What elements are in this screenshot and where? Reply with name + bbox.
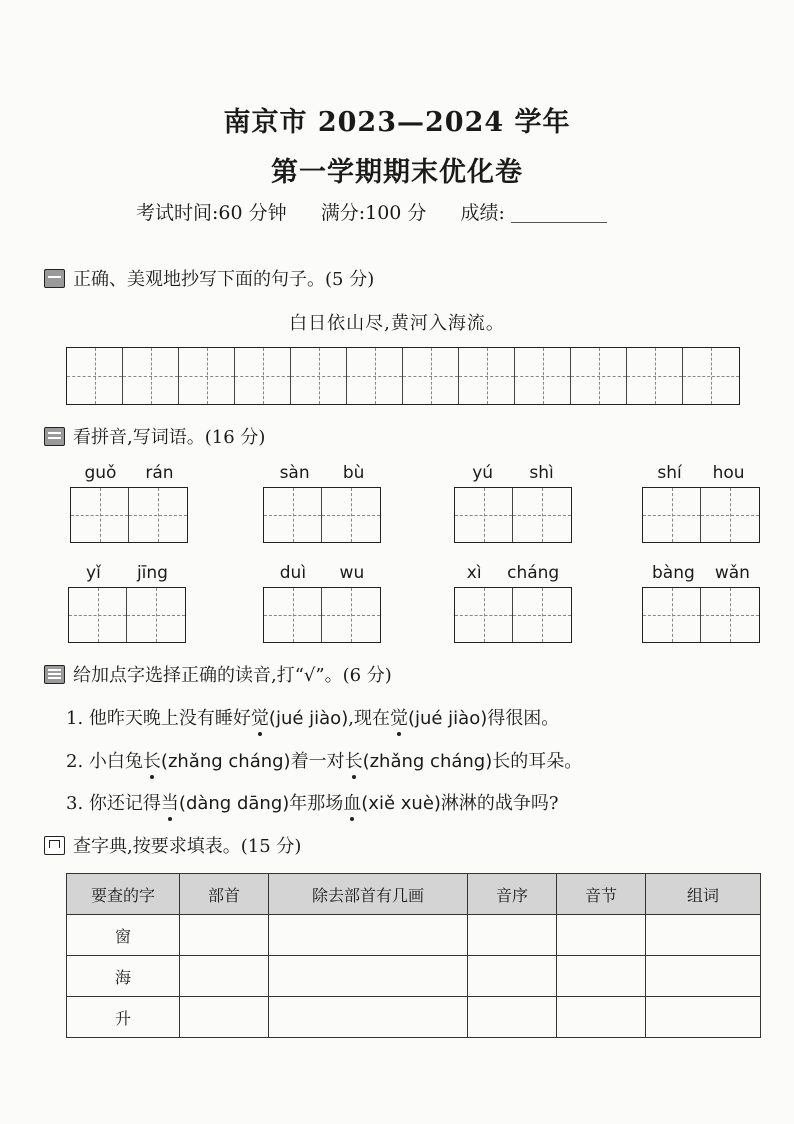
grid-cell[interactable]: [627, 348, 683, 404]
section4-heading: 查字典,按要求填表。(15 分): [44, 832, 301, 858]
column-header: 音序: [468, 874, 557, 915]
answer-cell[interactable]: [557, 956, 646, 997]
grid-cell[interactable]: [71, 488, 129, 542]
section-one-icon: [44, 269, 65, 288]
grid-cell[interactable]: [322, 588, 380, 642]
grid-cell[interactable]: [235, 348, 291, 404]
pinyin: shì: [529, 463, 554, 483]
grid-cell[interactable]: [513, 488, 571, 542]
pinyin-word: [454, 463, 572, 543]
pinyin: guǒ: [84, 463, 117, 483]
grid-cell[interactable]: [264, 588, 322, 642]
pinyin: xì: [466, 563, 482, 583]
answer-cell[interactable]: [468, 915, 557, 956]
pinyin: yǐ: [86, 563, 101, 583]
pinyin: yú: [472, 463, 494, 483]
pinyin-word: [68, 563, 186, 643]
question-item: 3. 你还记得当(dàng dāng)年那场血(xiě xuè)淋淋的战争吗?: [66, 789, 559, 815]
pinyin-options[interactable]: (dàng dāng): [178, 793, 290, 814]
pinyin: shí: [657, 463, 682, 483]
column-header: 要查的字: [67, 874, 180, 915]
grid-cell[interactable]: [571, 348, 627, 404]
grid-cell[interactable]: [291, 348, 347, 404]
section3-heading: 给加点字选择正确的读音,打“√”。(6 分): [44, 661, 392, 687]
column-header: 组词: [646, 874, 761, 915]
pinyin: bù: [342, 463, 365, 483]
lookup-char: 升: [67, 997, 180, 1038]
answer-cell[interactable]: [180, 956, 269, 997]
answer-cell[interactable]: [180, 915, 269, 956]
grid-cell[interactable]: [701, 488, 759, 542]
pinyin-options[interactable]: (jué jiào): [268, 708, 349, 729]
answer-cell[interactable]: [646, 997, 761, 1038]
pinyin: bàng: [652, 563, 695, 583]
pinyin: hou: [712, 463, 745, 483]
pinyin: wǎn: [714, 563, 750, 583]
pinyin-options[interactable]: (zhǎng cháng): [160, 751, 291, 772]
table-row: [67, 997, 761, 1038]
section1-heading: 正确、美观地抄写下面的句子。(5 分): [44, 265, 374, 291]
section2-heading: 看拼音,写词语。(16 分): [44, 423, 265, 449]
dotted-char: 觉: [390, 704, 408, 730]
answer-cell[interactable]: [646, 956, 761, 997]
pinyin-options[interactable]: (jué jiào): [407, 708, 488, 729]
column-header: 除去部首有几画: [269, 874, 468, 915]
answer-cell[interactable]: [180, 997, 269, 1038]
dotted-char: 血: [343, 789, 361, 815]
column-header: 音节: [557, 874, 646, 915]
grid-cell[interactable]: [127, 588, 185, 642]
grid-cell[interactable]: [129, 488, 187, 542]
answer-cell[interactable]: [269, 915, 468, 956]
full-score: 满分:100 分: [320, 202, 427, 224]
dotted-char: 长: [345, 747, 363, 773]
exam-title-line1: 南京市 2023—2024 学年: [223, 107, 571, 138]
pinyin-word: [70, 463, 188, 543]
grid-cell[interactable]: [455, 588, 513, 642]
table-row: [67, 956, 761, 997]
pinyin: cháng: [507, 563, 560, 583]
exam-title-line2: 第一学期期末优化卷: [271, 157, 523, 188]
answer-cell[interactable]: [269, 997, 468, 1038]
dotted-char: 长: [143, 747, 161, 773]
score-label: 成绩:: [460, 202, 505, 224]
lookup-char: 海: [67, 956, 180, 997]
pinyin-word: [263, 463, 381, 543]
copy-grid[interactable]: [66, 347, 740, 405]
pinyin: wu: [339, 563, 365, 583]
table-row: [67, 915, 761, 956]
answer-cell[interactable]: [557, 997, 646, 1038]
grid-cell[interactable]: [515, 348, 571, 404]
grid-cell[interactable]: [347, 348, 403, 404]
question-item: 2. 小白兔长(zhǎng cháng)着一对长(zhǎng cháng)长的耳朵。: [66, 747, 582, 773]
grid-cell[interactable]: [67, 348, 123, 404]
grid-cell[interactable]: [643, 488, 701, 542]
grid-cell[interactable]: [683, 348, 739, 404]
pinyin-options[interactable]: (zhǎng cháng): [362, 751, 493, 772]
answer-cell[interactable]: [468, 997, 557, 1038]
pinyin-word: [263, 563, 381, 643]
grid-cell[interactable]: [513, 588, 571, 642]
dotted-char: 当: [161, 789, 179, 815]
answer-cell[interactable]: [646, 915, 761, 956]
pinyin: jīng: [136, 563, 168, 583]
grid-cell[interactable]: [403, 348, 459, 404]
answer-cell[interactable]: [557, 915, 646, 956]
grid-cell[interactable]: [264, 488, 322, 542]
section-three-icon: [44, 665, 65, 684]
pinyin: duì: [279, 563, 307, 583]
dictionary-table: [66, 873, 761, 1038]
answer-cell[interactable]: [269, 956, 468, 997]
question-item: 1. 他昨天晚上没有睡好觉(jué jiào),现在觉(jué jiào)得很困。: [66, 704, 559, 730]
exam-time: 考试时间:60 分钟: [136, 202, 287, 224]
column-header: 部首: [180, 874, 269, 915]
grid-cell[interactable]: [179, 348, 235, 404]
section-four-icon: [44, 836, 65, 855]
copy-sentence: 白日依山尽,黄河入海流。: [289, 313, 505, 334]
dotted-char: 觉: [251, 704, 269, 730]
pinyin: sàn: [279, 463, 310, 483]
grid-cell[interactable]: [123, 348, 179, 404]
grid-cell[interactable]: [643, 588, 701, 642]
grid-cell[interactable]: [69, 588, 127, 642]
exam-info: [136, 198, 607, 225]
pinyin-word: [642, 463, 760, 543]
lookup-char: 窗: [67, 915, 180, 956]
pinyin-word: [454, 563, 572, 643]
pinyin-options[interactable]: (xiě xuè): [361, 793, 441, 814]
score-blank[interactable]: [511, 222, 607, 223]
grid-cell[interactable]: [455, 488, 513, 542]
section-two-icon: [44, 427, 65, 446]
pinyin-word: [642, 563, 760, 643]
grid-cell[interactable]: [701, 588, 759, 642]
grid-cell[interactable]: [459, 348, 515, 404]
grid-cell[interactable]: [322, 488, 380, 542]
pinyin: rán: [145, 463, 174, 483]
answer-cell[interactable]: [468, 956, 557, 997]
